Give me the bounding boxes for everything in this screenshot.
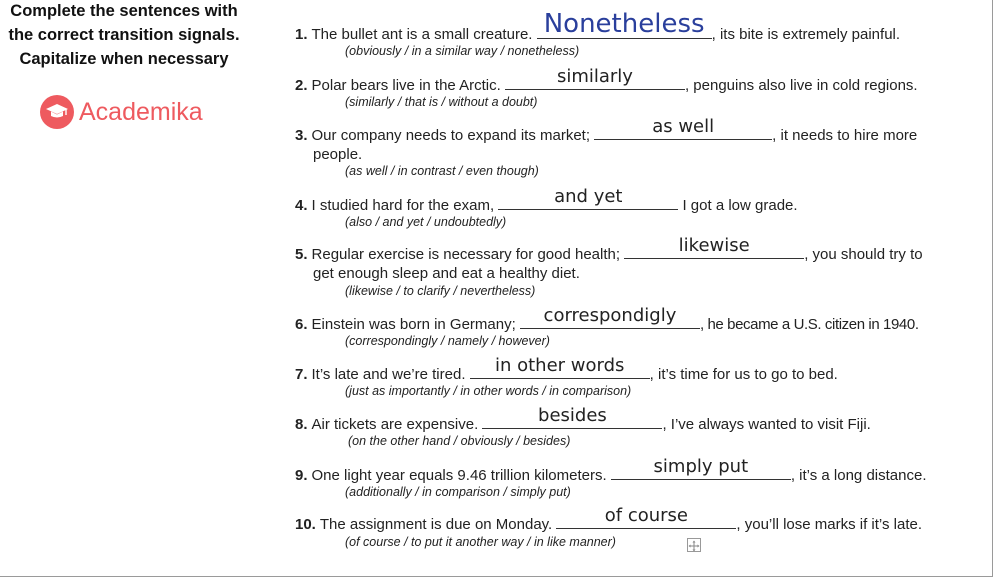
answer-blank[interactable] (470, 355, 650, 379)
sentence-end: , I’ve always wanted to visit Fiji. (662, 416, 871, 433)
answer-blank[interactable] (505, 66, 685, 90)
options: (similarly / that is / without a doubt) (345, 95, 538, 109)
question-number: 5. (295, 246, 308, 263)
question-number: 1. (295, 26, 308, 43)
move-handle-icon[interactable] (687, 538, 701, 552)
answer-blank[interactable] (520, 305, 700, 329)
question-8 (295, 405, 871, 433)
answer-text: simply put (653, 456, 749, 477)
sentence-start: Our company needs to expand its market; (311, 127, 590, 144)
question-10 (295, 505, 923, 533)
options: (as well / in contrast / even though) (345, 164, 539, 178)
options: (correspondingly / namely / however) (345, 334, 550, 348)
answer-text: as well (652, 116, 715, 137)
answer-text: likewise (678, 235, 750, 256)
question-1 (295, 9, 901, 43)
answer-blank[interactable] (556, 505, 736, 529)
options: (also / and yet / undoubtedly) (345, 215, 507, 229)
sentence-start: It’s late and we’re tired. (311, 366, 466, 383)
question-number: 4. (295, 197, 308, 214)
graduation-cap-icon (40, 95, 74, 129)
question-number: 2. (295, 77, 308, 94)
answer-text: correspondigly (543, 305, 677, 326)
options: (likewise / to clarify / nevertheless) (345, 284, 536, 298)
answer-text: besides (538, 405, 607, 426)
question-4 (295, 186, 798, 214)
academika-logo (40, 95, 203, 129)
options: (obviously / in a similar way / nonetheless) (345, 44, 580, 58)
question-7 (295, 355, 838, 383)
sentence-start: The bullet ant is a small creature. (311, 26, 533, 43)
sentence-start: The assignment is due on Monday. (319, 516, 553, 533)
instruction-line: the correct transition signals. (8, 26, 240, 44)
sentence-start: One light year equals 9.46 trillion kilometers. (311, 467, 607, 484)
sentence-continuation: people. (313, 146, 363, 163)
answer-text: Nonetheless (543, 9, 705, 39)
answer-blank[interactable] (498, 186, 678, 210)
answer-text: of course (604, 505, 689, 526)
sentence-start: Polar bears live in the Arctic. (311, 77, 501, 94)
question-2 (295, 66, 918, 94)
answer-text: in other words (494, 355, 625, 376)
question-6 (295, 305, 919, 333)
sentence-start: I studied hard for the exam, (311, 197, 495, 214)
options: (on the other hand / obviously / besides) (348, 434, 571, 448)
sentence-end: , it’s time for us to go to bed. (649, 366, 838, 383)
answer-text: and yet (554, 186, 623, 207)
sentence-end: , you should try to (804, 246, 923, 263)
answer-blank[interactable] (624, 235, 804, 259)
answer-blank[interactable] (482, 405, 662, 429)
sentence-end: , penguins also live in cold regions. (684, 77, 918, 94)
sentence-end: , it needs to hire more (772, 127, 918, 144)
sentence-end: I got a low grade. (682, 197, 798, 214)
question-number: 3. (295, 127, 308, 144)
answer-text: similarly (556, 66, 633, 87)
question-number: 10. (295, 516, 316, 533)
answer-blank[interactable] (611, 456, 791, 480)
instruction-line: Complete the sentences with (10, 2, 238, 20)
answer-blank[interactable] (594, 116, 772, 140)
question-9 (295, 456, 927, 484)
question-number: 9. (295, 467, 308, 484)
question-number: 8. (295, 416, 308, 433)
sentence-start: Einstein was born in Germany; (311, 316, 516, 333)
question-number: 7. (295, 366, 308, 383)
sentence-end: , he became a U.S. citizen in 1940. (699, 316, 919, 333)
question-number: 6. (295, 316, 308, 333)
options: (additionally / in comparison / simply put) (345, 485, 571, 499)
sentence-end: , its bite is extremely painful. (711, 26, 901, 43)
answer-blank[interactable] (537, 9, 712, 39)
instructions (0, 0, 248, 71)
brand-name: Academika (79, 97, 203, 126)
sentence-end: , it’s a long distance. (790, 467, 927, 484)
sentence-continuation: get enough sleep and eat a healthy diet. (313, 265, 580, 282)
options: (just as importantly / in other words / in comparison) (345, 384, 632, 398)
sentence-start: Air tickets are expensive. (311, 416, 479, 433)
question-5 (295, 235, 923, 263)
options: (of course / to put it another way / in like manner) (345, 535, 616, 549)
sentence-start: Regular exercise is necessary for good health; (311, 246, 621, 263)
question-3 (295, 116, 918, 144)
instruction-line: Capitalize when necessary (19, 50, 229, 68)
sentence-end: , you’ll lose marks if it’s late. (736, 516, 923, 533)
